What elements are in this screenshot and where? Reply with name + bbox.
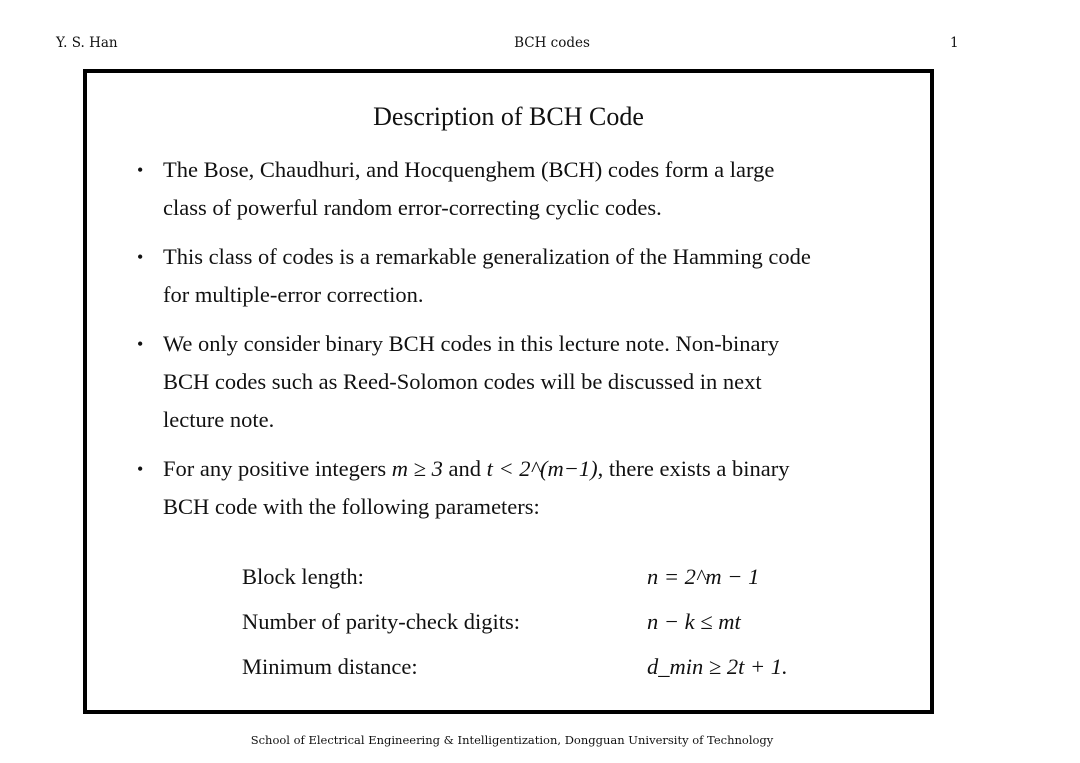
bullet-text-4-mid: and xyxy=(442,456,487,481)
bullet-list xyxy=(87,151,930,537)
header-author: Y. S. Han xyxy=(56,35,118,51)
bullet-item-2 xyxy=(87,238,823,314)
parameter-label-block-length: Block length: xyxy=(242,564,364,589)
bullet-text-4-before: For any positive integers xyxy=(163,456,392,481)
slide-frame xyxy=(83,69,934,714)
parameter-value-block-length: n = 2^m − 1 xyxy=(647,564,760,589)
bullet-item-1 xyxy=(87,151,823,227)
header-page-number: 1 xyxy=(950,35,959,51)
parameter-row xyxy=(242,599,788,644)
header-topic: BCH codes xyxy=(514,35,590,51)
parameter-label-min-distance: Minimum distance: xyxy=(242,654,418,679)
bullet-text-3: We only consider binary BCH codes in this lecture note. Non-binary BCH codes such as Reed-Solomon codes will be discussed in next lecture note. xyxy=(163,331,780,432)
bullet-item-3 xyxy=(87,325,823,439)
parameter-row xyxy=(242,644,788,689)
bullet-text-1: The Bose, Chaudhuri, and Hocquenghem (BCH) codes form a large class of powerful random error-correcting cyclic codes. xyxy=(163,157,775,220)
parameter-table xyxy=(242,554,788,689)
bullet-dot-icon: • xyxy=(137,160,144,180)
math-t-condition: t < 2^(m−1) xyxy=(486,456,598,481)
parameter-label-parity-check: Number of parity-check digits: xyxy=(242,609,521,634)
bullet-dot-icon: • xyxy=(137,459,144,479)
parameter-value-min-distance: d_min ≥ 2t + 1. xyxy=(647,654,788,679)
bullet-item-4 xyxy=(87,450,823,526)
bullet-dot-icon: • xyxy=(137,334,144,354)
bullet-text-4-after: , there exists a binary BCH code with the following parameters: xyxy=(163,456,790,519)
slide-title: Description of BCH Code xyxy=(373,102,644,131)
parameter-row xyxy=(242,554,788,599)
bullet-text-2: This class of codes is a remarkable generalization of the Hamming code for multiple-error correction. xyxy=(163,244,811,307)
parameter-value-parity-check: n − k ≤ mt xyxy=(647,609,741,634)
math-m-condition: m ≥ 3 xyxy=(391,456,443,481)
footer-institution: School of Electrical Engineering & Intelligentization, Dongguan University of Technology xyxy=(250,733,774,747)
bullet-dot-icon: • xyxy=(137,247,144,267)
